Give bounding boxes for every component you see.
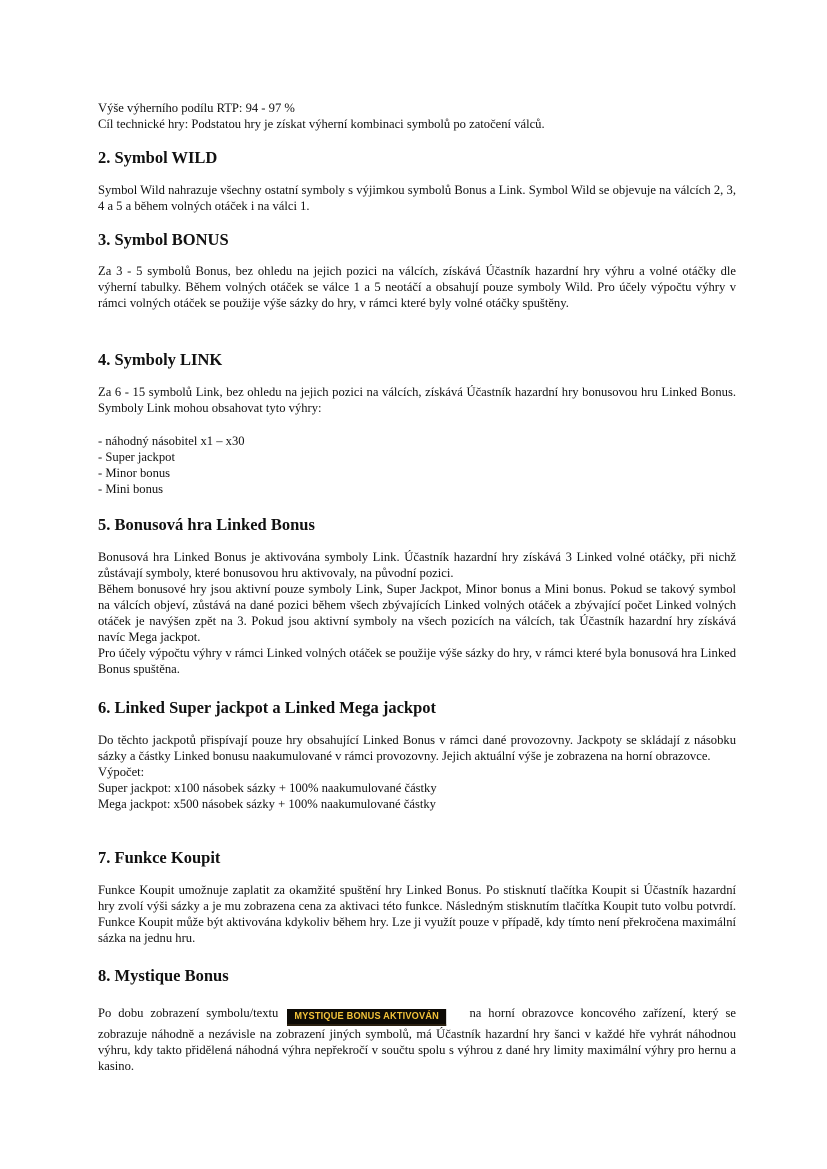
link-wins-list	[98, 433, 736, 497]
list-item: - Super jackpot	[98, 450, 175, 464]
list-item: - náhodný násobitel x1 – x30	[98, 434, 245, 448]
heading-mystique: 8. Mystique Bonus	[98, 966, 229, 985]
paragraph-line: Pro účely výpočtu výhry v rámci Linked volných otáček se použije výše sázky do hry, v rámci které byla bonusová hra Linked Bonus spuštěna.	[98, 646, 736, 676]
paragraph-line: Super jackpot: x100 násobek sázky + 100% naakumulované částky	[98, 781, 437, 795]
paragraph-line: Během bonusové hry jsou aktivní pouze symboly Link, Super Jackpot, Minor bonus a Mini bonus. Pokud se takový symbol na válcích objeví, zůstává na dané pozici během všech zbývajících Linked volných otáček a zbývající počet Linked volných otáček je navýšen zpět na 3. Pokud jsou aktivní symboly na všech pozicích na válcích, tak Účastník hazardní hry získává navíc Mega jackpot.	[98, 582, 736, 644]
list-item: - Mini bonus	[98, 482, 164, 496]
heading-buy-feature: 7. Funkce Koupit	[98, 848, 221, 867]
paragraph-wild: Symbol Wild nahrazuje všechny ostatní symboly s výjimkou symbolů Bonus a Link. Symbol Wild se objevuje na válcích 2, 3, 4 a 5 a během volných otáček i na válci 1.	[98, 183, 736, 213]
paragraph-link: Za 6 - 15 symbolů Link, bez ohledu na jejich pozici na válcích, získává Účastník hazardní hry bonusovou hru Linked Bonus. Symboly Link mohou obsahovat tyto výhry:	[98, 385, 736, 415]
goal-text: Cíl technické hry: Podstatou hry je získat výherní kombinaci symbolů po zatočení válců.	[98, 117, 545, 131]
paragraph-mystique: Po dobu zobrazení symbolu/textu MYSTIQUE BONUS AKTIVOVÁN na horní obrazovce koncového zařízení, který se zobrazuje náhodně a nezávisle na zobrazení jiných symbolů, má Účastník hazardní hry šanci v každé hře vyhrát náhodnou výhru, kdy takto přidělená náhodná výhra nepřekročí v součtu spolu s výhrou z dané hry limity maximální výhry pro hernu a kasino.	[98, 1006, 736, 1073]
rtp-text: Výše výherního podílu RTP: 94 - 97 %	[98, 101, 295, 115]
heading-jackpots: 6. Linked Super jackpot a Linked Mega jackpot	[98, 698, 436, 717]
paragraph-buy-feature: Funkce Koupit umožnuje zaplatit za okamžité spuštění hry Linked Bonus. Po stisknutí tlačítka Koupit si Účastník hazardní hry zvolí výši sázky a je mu zobrazena cena za aktivaci této funkce. Následným stisknutím tlačítka Koupit tuto volbu potvrdí. Funkce Koupit může být aktivována kdykoliv během hry. Lze ji využít pouze v případě, kdy tímto není překročena maximální sázka na jednu hru.	[98, 883, 736, 945]
paragraph-jackpots	[98, 732, 736, 812]
paragraph-linked-bonus	[98, 549, 736, 677]
heading-bonus: 3. Symbol BONUS	[98, 230, 229, 249]
paragraph-line: Výpočet:	[98, 765, 145, 779]
intro	[98, 100, 736, 132]
heading-link: 4. Symboly LINK	[98, 350, 223, 369]
list-item: - Minor bonus	[98, 466, 171, 480]
paragraph-bonus: Za 3 - 5 symbolů Bonus, bez ohledu na jejich pozici na válcích, získává Účastník hazardní hry výhru a volné otáčky dle výherní tabulky. Během volných otáček se válce 1 a 5 neotáčí a obsahují pouze symboly Wild. Pro účely výpočtu výhry v rámci volných otáček se použije výše sázky do hry, v rámci které byly volné otáčky spuštěny.	[98, 264, 736, 310]
paragraph-line: Bonusová hra Linked Bonus je aktivována symboly Link. Účastník hazardní hry získává 3 Linked volné otáčky, při nichž zůstávají symboly, které bonusovou hru aktivovaly, na původní pozici.	[98, 550, 736, 580]
paragraph-line: Mega jackpot: x500 násobek sázky + 100% naakumulované částky	[98, 797, 436, 811]
mystique-bonus-badge: MYSTIQUE BONUS AKTIVOVÁN	[287, 1009, 446, 1026]
heading-linked-bonus: 5. Bonusová hra Linked Bonus	[98, 515, 315, 534]
paragraph-line: Do těchto jackpotů přispívají pouze hry obsahující Linked Bonus v rámci dané provozovny. Jackpoty se skládají z násobku sázky a částky Linked bonusu naakumulované v rámci provozovny. Jejich aktuální výše je zobrazena na horní obrazovce.	[98, 733, 736, 763]
heading-wild: 2. Symbol WILD	[98, 148, 218, 167]
